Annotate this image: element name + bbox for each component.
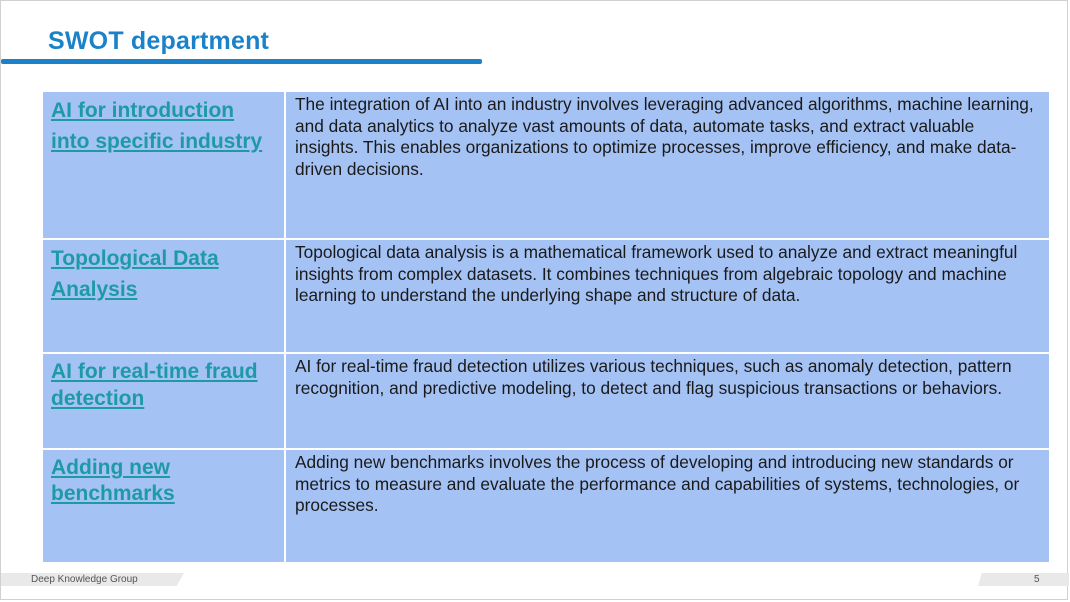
footer-organization: Deep Knowledge Group [31, 574, 138, 585]
term-cell [43, 450, 284, 562]
description-cell [284, 354, 1049, 448]
description-cell [284, 92, 1049, 238]
term-cell [43, 92, 284, 238]
page-number: 5 [1034, 574, 1040, 585]
footer-right-bar [978, 573, 1069, 586]
term-cell [43, 354, 284, 448]
title-underline [1, 59, 482, 64]
description-text: The integration of AI into an industry involves leveraging advanced algorithms, machine learning, and data analytics to analyze vast amounts of data, automate tasks, and extract valuable insights. This enables organizations to optimize processes, improve efficiency, and make data-driven decisions. [295, 94, 1034, 180]
description-text: Adding new benchmarks involves the process of developing and introducing new standards or metrics to measure and evaluate the performance and capabilities of systems, technologies, or processes. [295, 452, 1020, 516]
table-row [43, 238, 1049, 352]
table-row [43, 92, 1049, 238]
slide-title: SWOT department [48, 27, 270, 55]
term-cell [43, 240, 284, 352]
table-row [43, 448, 1049, 562]
term-link-benchmarks[interactable]: Adding new benchmarks [51, 456, 175, 505]
table-row [43, 352, 1049, 448]
term-link-fraud-detection[interactable]: AI for real-time fraud detection [51, 360, 258, 410]
description-text: Topological data analysis is a mathematical framework used to analyze and extract meaningful insights from complex datasets. It combines techniques from algebraic topology and machine learning to understand the underlying shape and structure of data. [295, 242, 1018, 306]
term-link-topological-data-analysis[interactable]: Topological Data Analysis [51, 247, 219, 301]
description-text: AI for real-time fraud detection utilizes various techniques, such as anomaly detection, pattern recognition, and predictive modeling, to detect and flag suspicious transactions or behaviors. [295, 356, 1012, 398]
term-link-ai-industry[interactable]: AI for introduction into specific industry [51, 99, 263, 153]
definitions-table [43, 92, 1049, 562]
description-cell [284, 450, 1049, 562]
description-cell [284, 240, 1049, 352]
